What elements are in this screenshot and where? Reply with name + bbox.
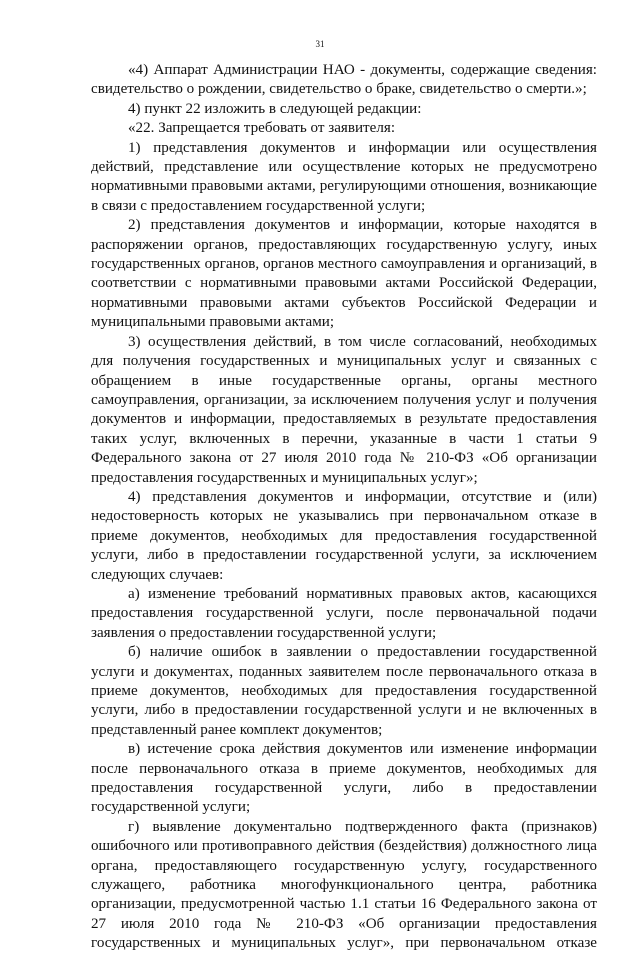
- paragraph-sub-4g: г) выявление документально подтвержденного факта (признаков) ошибочного или противоправного действия (бездействия) должностного лица органа, предоставляющего государственную услугу, государственного служащего, работника многофункционального центра, работника организации, предусмотренной частью 1.1 статьи 16 Федерального закона от 27 июля 2010 года № 210-ФЗ «Об организации предоставления государственных и муниципальных услуг», при первоначальном отказе: [91, 818, 597, 952]
- paragraph-sub-1: 1) представления документов и информации или осуществления действий, представление или осуществление которых не предусмотрено нормативными правовыми актами, регулирующими отношения, возникающие в связи с предоставлением государственной услуги;: [91, 139, 597, 214]
- paragraph-sub-4: 4) представления документов и информации, отсутствие и (или) недостоверность которых не указывались при первоначальном отказе в приеме документов, необходимых для предоставления государственной услуги, либо в предоставлении государственной услуги, за исключением следующих случаев:: [91, 488, 597, 583]
- paragraph-sub-4a: а) изменение требований нормативных правовых актов, касающихся предоставления государственной услуги, после первоначальной подачи заявления о предоставлении государственной услуги;: [91, 585, 597, 641]
- paragraph-sub-2: 2) представления документов и информации, которые находятся в распоряжении органов, предоставляющих государственную услугу, иных государственных органов, органов местного самоуправления и организаций, в соответствии с нормативными правовыми актами Российской Федерации, нормативными правовыми актами субъектов Российской Федерации и муниципальными правовыми актами;: [91, 217, 597, 331]
- paragraph-apparat-nao: «4) Аппарат Администрации НАО - документы, содержащие сведения: свидетельство о рождении, свидетельство о браке, свидетельство о смерти.»;: [91, 62, 597, 98]
- paragraph-item-4-intro: 4) пункт 22 изложить в следующей редакции:: [128, 100, 422, 117]
- document-body: [91, 61, 597, 954]
- paragraph-22-heading: «22. Запрещается требовать от заявителя:: [128, 120, 396, 137]
- paragraph-sub-4b: б) наличие ошибок в заявлении о предоставлении государственной услуги и документах, поданных заявителем после первоначального отказа в приеме документов, необходимых для предоставления государственной услуги, либо в предоставлении государственной услуги и не включенных в представленный ранее комплект документов;: [91, 644, 597, 738]
- paragraph-sub-4v: в) истечение срока действия документов или изменение информации после первоначального отказа в приеме документов, необходимых для предоставления государственной услуги, либо в предоставлении государственной услуги;: [91, 741, 597, 816]
- page-number: 31: [315, 39, 325, 49]
- paragraph-sub-3: 3) осуществления действий, в том числе согласований, необходимых для получения государственных и муниципальных услуг и связанных с обращением в иные государственные органы, органы местного самоуправления, организации, за исключением получения услуг и получения документов и информации, предоставляемых в результате предоставления таких услуг, включенных в перечни, указанные в части 1 статьи 9 Федерального закона от 27 июля 2010 года № 210-ФЗ «Об организации предоставления государственных и муниципальных услуг»;: [91, 333, 597, 486]
